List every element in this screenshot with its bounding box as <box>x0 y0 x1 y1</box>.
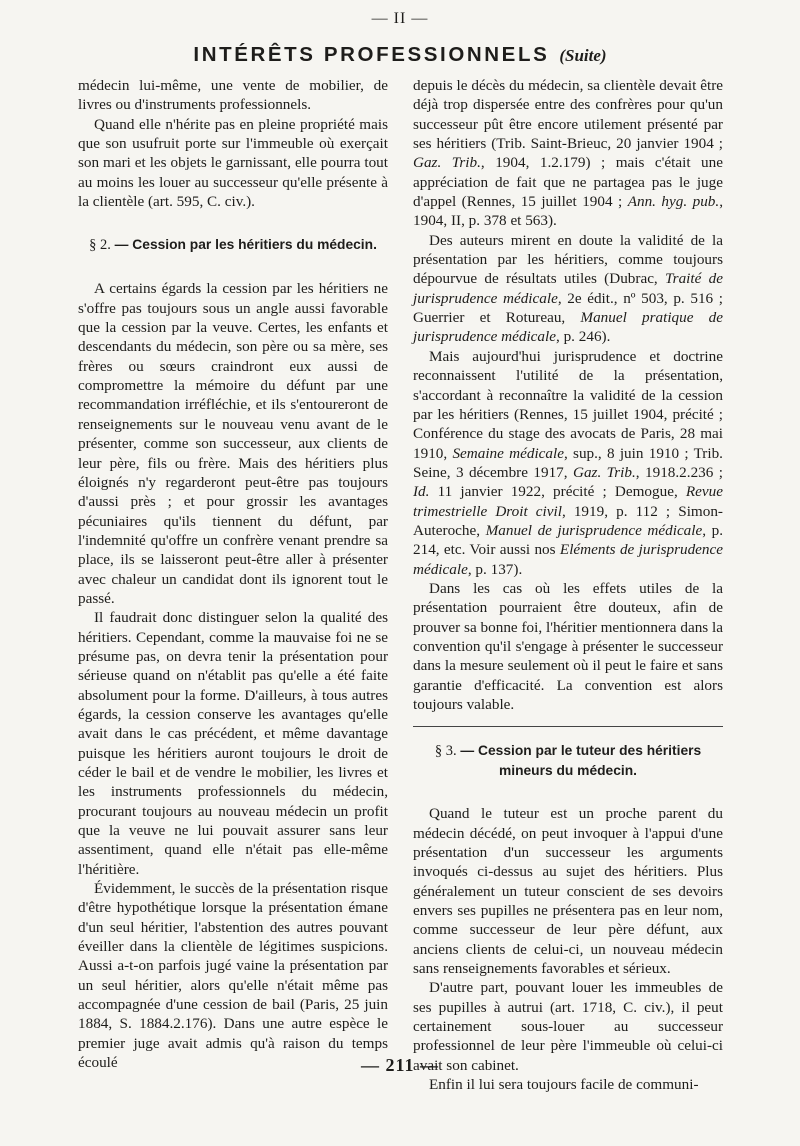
section-title: — Cession par les héritiers du médecin. <box>114 237 377 253</box>
paragraph: Quand elle n'hérite pas en pleine propriété mais que son usufruit porte sur l'immeuble où exerçait son mari et les objets le garnissant, elle pourra tout au moins les louer au successeur qu'elle présente à la clientèle (art. 595, C. civ.). <box>78 115 388 211</box>
paragraph: depuis le décès du médecin, sa clientèle devait être déjà trop dispersée entre des confrères pour qu'un successeur pût être encore utilement présenté par ses héritiers (Trib. Saint-Brieuc, 20 janvier 1904 ; Gaz. Trib., 1904, 1.2.179) ; mais c'était une appréciation de fait que ne partagea pas le juge d'appel (Rennes, 15 juillet 1904 ; Ann. hyg. pub., 1904, II, p. 378 et 563). <box>413 77 723 230</box>
right-column <box>413 76 723 1095</box>
section-divider <box>413 726 723 727</box>
section-number: § 3. <box>434 743 457 760</box>
paragraph: A certains égards la cession par les héritiers ne s'offre pas toujours sous un angle aussi favorable que la cession par la veuve. Certes, les enfants et descendants du médecin, son père ou sa mère, ses frères ou sœurs craindront eux aussi de compromettre la mémoire du défunt par une recommandation irréfléchie, et ils s'entoureront de renseignements sur le nouveau venu avant de le présenter, comme son successeur, aux clients de leur père, fils ou frère. Mais des héritiers plus éloignés n'y regarderont peut-être pas toujours d'aussi près ; et pour grossir les avantages pécuniaires qu'ils tiennent du défunt, par l'indemnité qu'offre un confrère venant prendre sa place, ils se laisseront peut-être aller à présenter avec chaleur un candidat dont ils ignorent tout le passé. <box>78 280 388 607</box>
header-suite: (Suite) <box>559 46 607 65</box>
page-number: — 211 — <box>360 1055 439 1075</box>
roman-page-number: — II — <box>371 10 429 27</box>
paragraph: Des auteurs mirent en doute la validité de la présentation par les héritiers, comme toujours dépourvue de résultats utiles (Dubrac, Traité de jurisprudence médicale, 2e édit., nº 503, p. 516 ; Guerrier et Rotureau, Manuel pratique de jurisprudence médicale, p. 246). <box>413 231 723 346</box>
section-2-heading <box>78 235 388 255</box>
section-title: — Cession par le tuteur des héritiers mineurs du médecin. <box>460 743 702 779</box>
left-column <box>78 76 388 1073</box>
paragraph: Évidemment, le succès de la présentation risque d'être hypothétique lorsque la présentation émane d'un seul héritier, l'abstention des autres pouvant éveiller dans la clientèle de légitimes suspicions. Aussi a-t-on parfois jugé vaine la présentation par un seul héritier, alors qu'elle n'était même pas accompagnée d'une cession de bail (Paris, 25 juin 1884, S. 1884.2.176). Dans une autre espèce le premier juge avait admis qu'à raison du temps écoulé <box>78 880 388 1072</box>
paragraph: D'autre part, pouvant louer les immeubles de ses pupilles à autrui (art. 1718, C. civ.), il peut certainement sous-louer au successeur professionnel de leur père l'immeuble où celui-ci avait son cabinet. <box>413 979 723 1074</box>
header-title: INTÉRÊTS PROFESSIONNELS <box>193 43 550 66</box>
paragraph: Quand le tuteur est un proche parent du médecin décédé, on peut invoquer à l'appui d'une présentation d'un successeur les arguments invoqués ci-dessus au sujet des héritiers. Plus généralement un tuteur conscient de ses devoirs envers ses pupilles ne présentera pas en leur nom, comme successeur de leur père défunt, aux anciens clients de celui-ci, un nouveau médecin sans renseignements favorables et sérieux. <box>413 805 723 978</box>
paragraph: Dans les cas où les effets utiles de la présentation pourraient être douteux, afin de prouver sa bonne foi, l'héritier mentionnera dans la convention qu'il s'engage à présenter le successeur dans la mesure seulement où il peut le faire et sans garantie d'efficacité. La convention est alors toujours valable. <box>413 579 723 713</box>
paragraph: Il faudrait donc distinguer selon la qualité des héritiers. Cependant, comme la mauvaise foi ne se présume pas, on devra tenir la présentation pour sérieuse quand on n'établit pas qu'elle a été faite absolument pour la forme. D'ailleurs, à tous autres égards, la cession conserve les avantages qu'elle avait dans le cas précédent, et même davantage puisque les héritiers auront toujours le droit de céder le bail et de vendre le mobilier, les livres et les instruments professionnels du médecin, procurant toujours au nouveau médecin un profit que la veuve ne lui pouvait assurer sans leur assentiment, quand elle n'était pas elle-même l'héritière. <box>78 609 388 878</box>
running-header <box>0 43 800 67</box>
section-3-heading <box>413 741 723 780</box>
paragraph: Mais aujourd'hui jurisprudence et doctrine reconnaissent l'utilité de la présentation, s'accordant à reconnaître la validité de la cession par les héritiers (Rennes, 15 juillet 1904, précité ; Conférence du stage des avocats de Paris, 28 mai 1910, Semaine médicale, sup., 8 juin 1910 ; Trib. Seine, 3 décembre 1917, Gaz. Trib., 1918.2.236 ; Id. 11 janvier 1922, précité ; Demogue, Revue trimestrielle Droit civil, 1919, p. 112 ; Simon-Auteroche, Manuel de jurisprudence médicale, p. 214, etc. Voir aussi nos Eléments de jurisprudence médicale, p. 137). <box>413 347 724 578</box>
paragraph: Enfin il lui sera toujours facile de communi- <box>429 1076 699 1094</box>
section-number: § 2. <box>89 237 111 254</box>
paragraph: médecin lui-même, une vente de mobilier, de livres ou d'instruments professionnels. <box>78 77 388 114</box>
